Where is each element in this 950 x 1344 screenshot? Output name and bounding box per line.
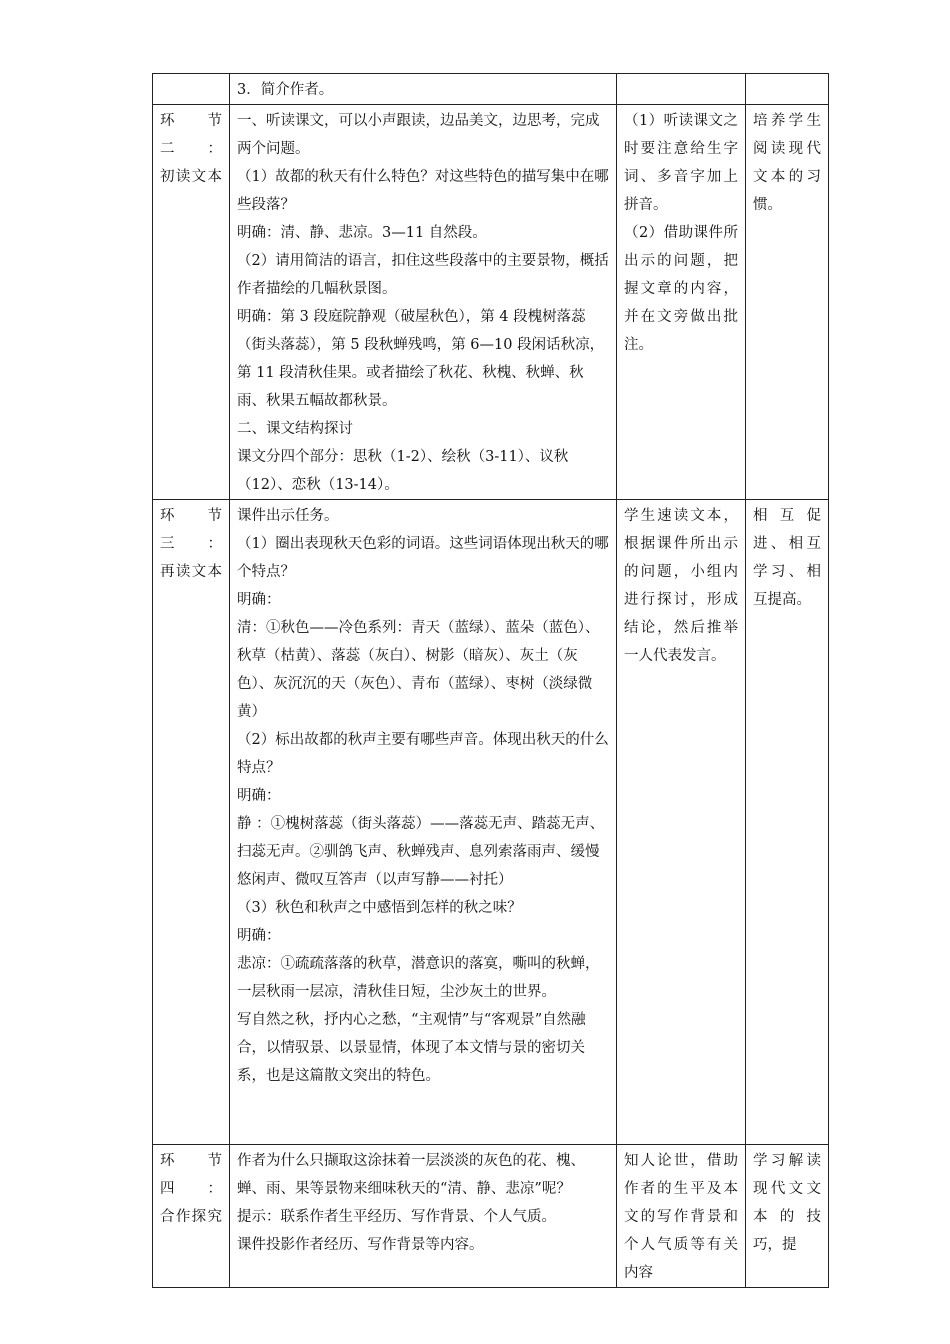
section-label: 合作探究: [160, 1209, 222, 1225]
student-activity-cell: [617, 500, 746, 1145]
table-row: [153, 74, 829, 105]
paragraph: 二、课文结构探讨: [237, 421, 353, 437]
design-intent-cell: [746, 500, 829, 1145]
student-activity-cell: [617, 74, 746, 105]
design-intent-cell: [746, 1145, 829, 1288]
paragraph: 培养学生阅读现代文本的习惯。: [753, 113, 821, 213]
paragraph: 明确：第 3 段庭院静观（破屋秋色），第 4 段槐树落蕊（街头落蕊），第 5 段秋蝉残鸣，第 6—10 段闲话秋凉，第 11 段清秋佳果。或者描绘了秋花、秋槐、秋蝉、秋雨、秋果五幅故都秋景。: [237, 309, 605, 409]
paragraph: 一、听读课文，可以小声跟读，边品美文，边思考，完成两个问题。: [237, 113, 600, 157]
paragraph: 明确：: [237, 592, 281, 608]
paragraph: 课件投影作者经历、写作背景等内容。: [237, 1237, 484, 1253]
paragraph: 静 ：①槐树落蕊（街头落蕊）——落蕊无声、踏蕊无声、扫蕊无声。②驯鸽飞声、秋蝉残声、息列索落雨声、缓慢悠闲声、微叹互答声（以声写静——衬托）: [237, 816, 605, 888]
table-row: [153, 105, 829, 500]
section-cell: [153, 74, 230, 105]
paragraph: 学生速读文本，根据课件所出示的问题，小组内进行探讨，形成结论，然后推举一人代表发言。: [624, 508, 738, 664]
paragraph: （3）秋色和秋声之中感悟到怎样的秋之味？: [237, 900, 522, 916]
section-cell: [153, 105, 230, 500]
content-cell: [230, 74, 617, 105]
section-label: 环 节: [160, 1153, 222, 1169]
section-cell: [153, 1145, 230, 1288]
paragraph: 明确：清、静、悲凉。3—11 自然段。: [237, 225, 487, 241]
paragraph: 清：①秋色——冷色系列：青天（蓝绿）、蓝朵（蓝色）、秋草（枯黄）、落蕊（灰白）、树影（暗灰）、灰土（灰色）、灰沉沉的天（灰色）、青布（蓝绿）、枣树（淡绿微黄）: [237, 620, 600, 720]
paragraph: （1）圈出表现秋天色彩的词语。这些词语体现出秋天的哪个特点？: [237, 536, 609, 580]
paragraph: 悲凉：①疏疏落落的秋草，潜意识的落寞，嘶叫的秋蝉，一层秋雨一层凉，清秋佳日短，尘沙灰土的世界。: [237, 956, 600, 1000]
lesson-plan-table: [152, 73, 829, 1288]
section-cell: [153, 500, 230, 1145]
paragraph: （1）听读课文之时要注意给生字词、多音字加上拼音。: [624, 113, 738, 213]
paragraph: 提示：联系作者生平经历、写作背景、个人气质。: [237, 1209, 556, 1225]
content-cell: [230, 105, 617, 500]
paragraph: 明确：: [237, 788, 281, 804]
paragraph: 明确：: [237, 928, 281, 944]
section-label: 三：: [160, 536, 222, 552]
section-label: 初读文本: [160, 169, 222, 185]
design-intent-cell: [746, 74, 829, 105]
table-row: [153, 1145, 829, 1288]
paragraph: 课件出示任务。: [237, 508, 339, 524]
content-cell: [230, 1145, 617, 1288]
paragraph: 学习解读现代文文本的技巧，提: [753, 1153, 821, 1253]
paragraph: 知人论世，借助作者的生平及本文的写作背景和个人气质等有关内容: [624, 1153, 738, 1281]
table-row: [153, 500, 829, 1145]
section-label: 二：: [160, 141, 222, 157]
paragraph: 相互促进、相互学习、相互提高。: [753, 508, 821, 608]
paragraph: 作者为什么只撷取这涂抹着一层淡淡的灰色的花、槐、蝉、雨、果等景物来细味秋天的“清、静、悲凉”呢？: [237, 1153, 585, 1197]
paragraph: （1）故都的秋天有什么特色？对这些特色的描写集中在哪些段落？: [237, 169, 609, 213]
student-activity-cell: [617, 105, 746, 500]
section-label: 四：: [160, 1181, 222, 1197]
student-activity-cell: [617, 1145, 746, 1288]
paragraph: 写自然之秋，抒内心之愁，“主观情”与“客观景”自然融合，以情驭景、以景显情，体现了本文情与景的密切关系，也是这篇散文突出的特色。: [237, 1012, 586, 1084]
paragraph: 课文分四个部分：思秋（1-2）、绘秋（3-11）、议秋（12）、恋秋（13-14）。: [237, 449, 569, 493]
section-label: 环 节: [160, 113, 222, 129]
paragraph: （2）请用简洁的语言，扣住这些段落中的主要景物，概括作者描绘的几幅秋景图。: [237, 253, 609, 297]
paragraph: （2）标出故都的秋声主要有哪些声音。体现出秋天的什么特点？: [237, 732, 609, 776]
section-label: 再读文本: [160, 564, 222, 580]
paragraph: （2）借助课件所出示的问题，把握文章的内容，并在文旁做出批注。: [624, 225, 738, 353]
paragraph: 3．简介作者。: [237, 82, 334, 98]
section-label: 环 节: [160, 508, 222, 524]
design-intent-cell: [746, 105, 829, 500]
content-cell: [230, 500, 617, 1145]
